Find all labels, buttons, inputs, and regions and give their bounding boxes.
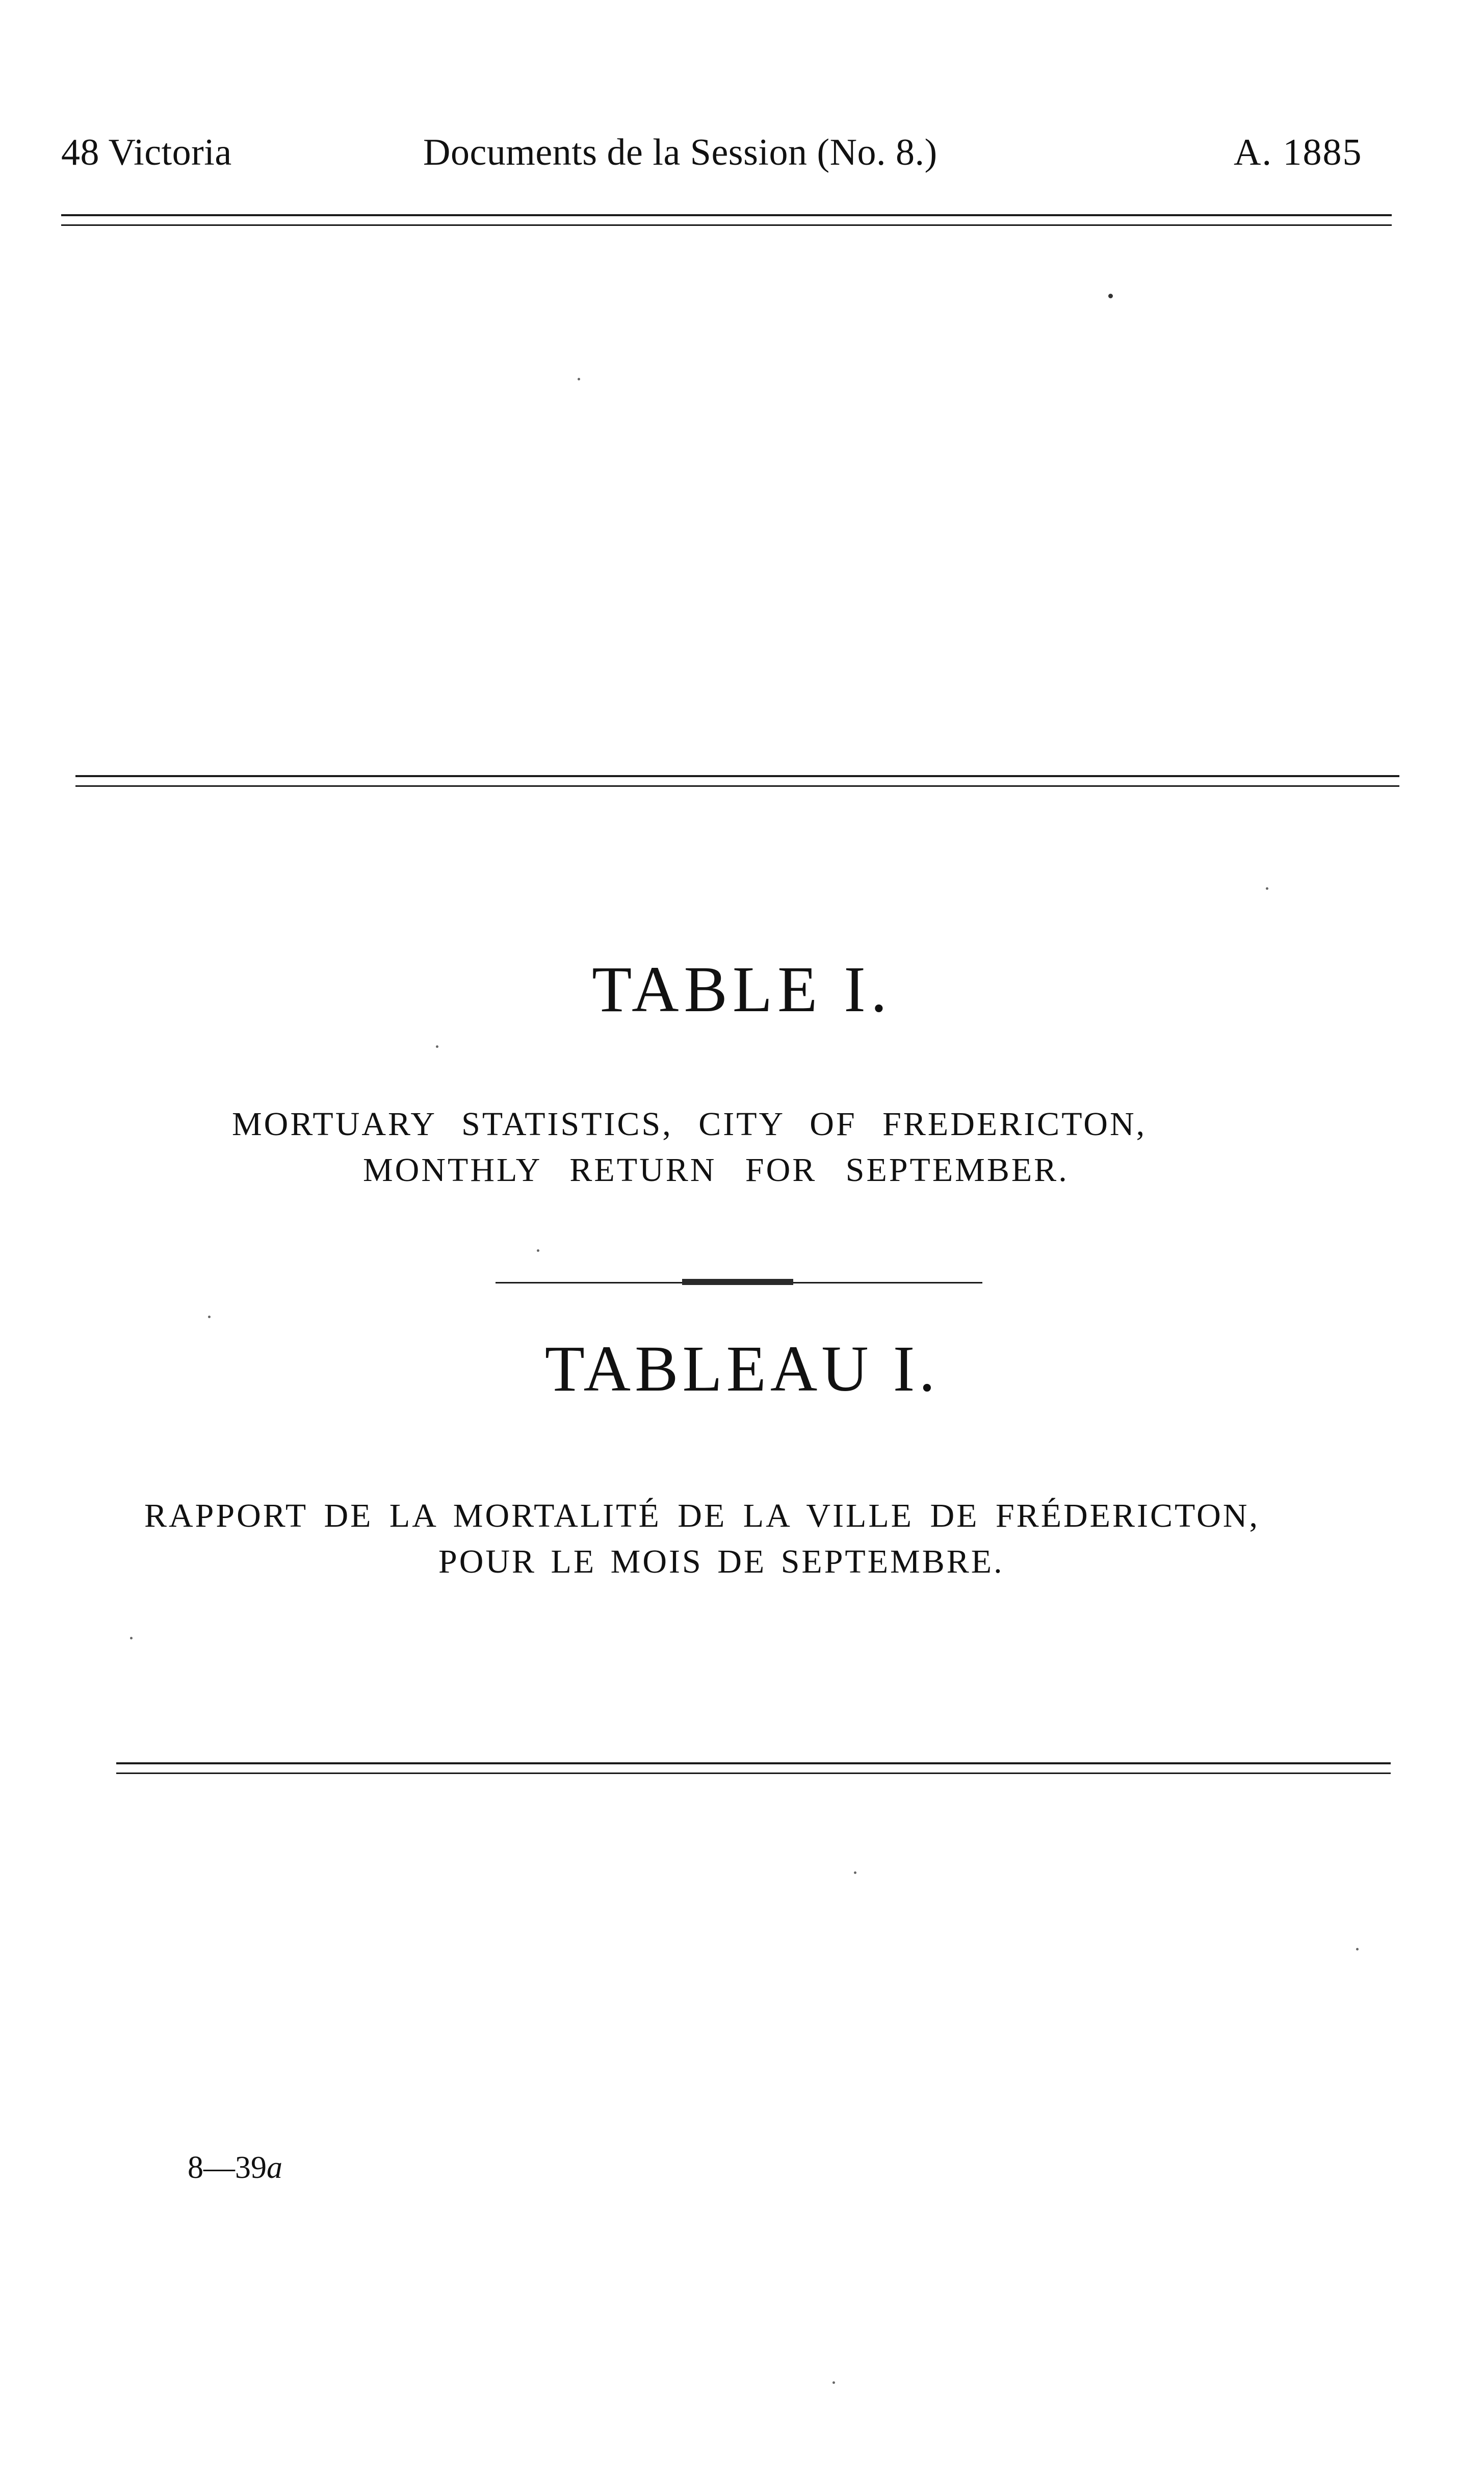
scan-speck — [1108, 294, 1113, 298]
ornamental-divider-center — [682, 1279, 793, 1285]
scan-speck — [854, 1871, 856, 1874]
scan-speck — [130, 1637, 133, 1639]
english-subtitle-line-2: MONTHLY RETURN FOR SEPTEMBER. — [363, 1151, 1069, 1189]
header-regnal-year: 48 Victoria — [61, 132, 232, 173]
section-rule-lower-top — [116, 1762, 1391, 1764]
header-rule-top — [61, 214, 1392, 216]
french-subtitle-line-1: RAPPORT DE LA MORTALITÉ DE LA VILLE DE FRÉDERICTON, — [144, 1497, 1260, 1534]
scan-speck — [578, 378, 580, 380]
scan-speck — [436, 1045, 438, 1048]
scan-speck — [832, 2381, 835, 2384]
english-table-title: TABLE I. — [592, 953, 892, 1025]
section-rule-lower-bottom — [116, 1772, 1391, 1774]
french-table-title: TABLEAU I. — [544, 1332, 940, 1405]
scan-speck — [1356, 1948, 1359, 1950]
page-signature-number: 8—39 — [188, 2150, 267, 2185]
english-subtitle-line-1: MORTUARY STATISTICS, CITY OF FREDERICTON, — [232, 1106, 1147, 1143]
french-subtitle-line-2: POUR LE MOIS DE SEPTEMBRE. — [438, 1543, 1004, 1580]
section-rule-upper-bottom — [75, 785, 1399, 787]
header-rule-bottom — [61, 224, 1392, 226]
page-signature-code — [188, 2152, 282, 2183]
scan-speck — [537, 1249, 539, 1252]
header-document-title: Documents de la Session (No. 8.) — [423, 132, 938, 173]
scan-speck — [208, 1316, 211, 1318]
header-year: A. 1885 — [1234, 132, 1363, 173]
section-rule-upper-top — [75, 775, 1399, 777]
page-signature-letter: a — [267, 2150, 282, 2185]
scan-speck — [1266, 887, 1268, 890]
